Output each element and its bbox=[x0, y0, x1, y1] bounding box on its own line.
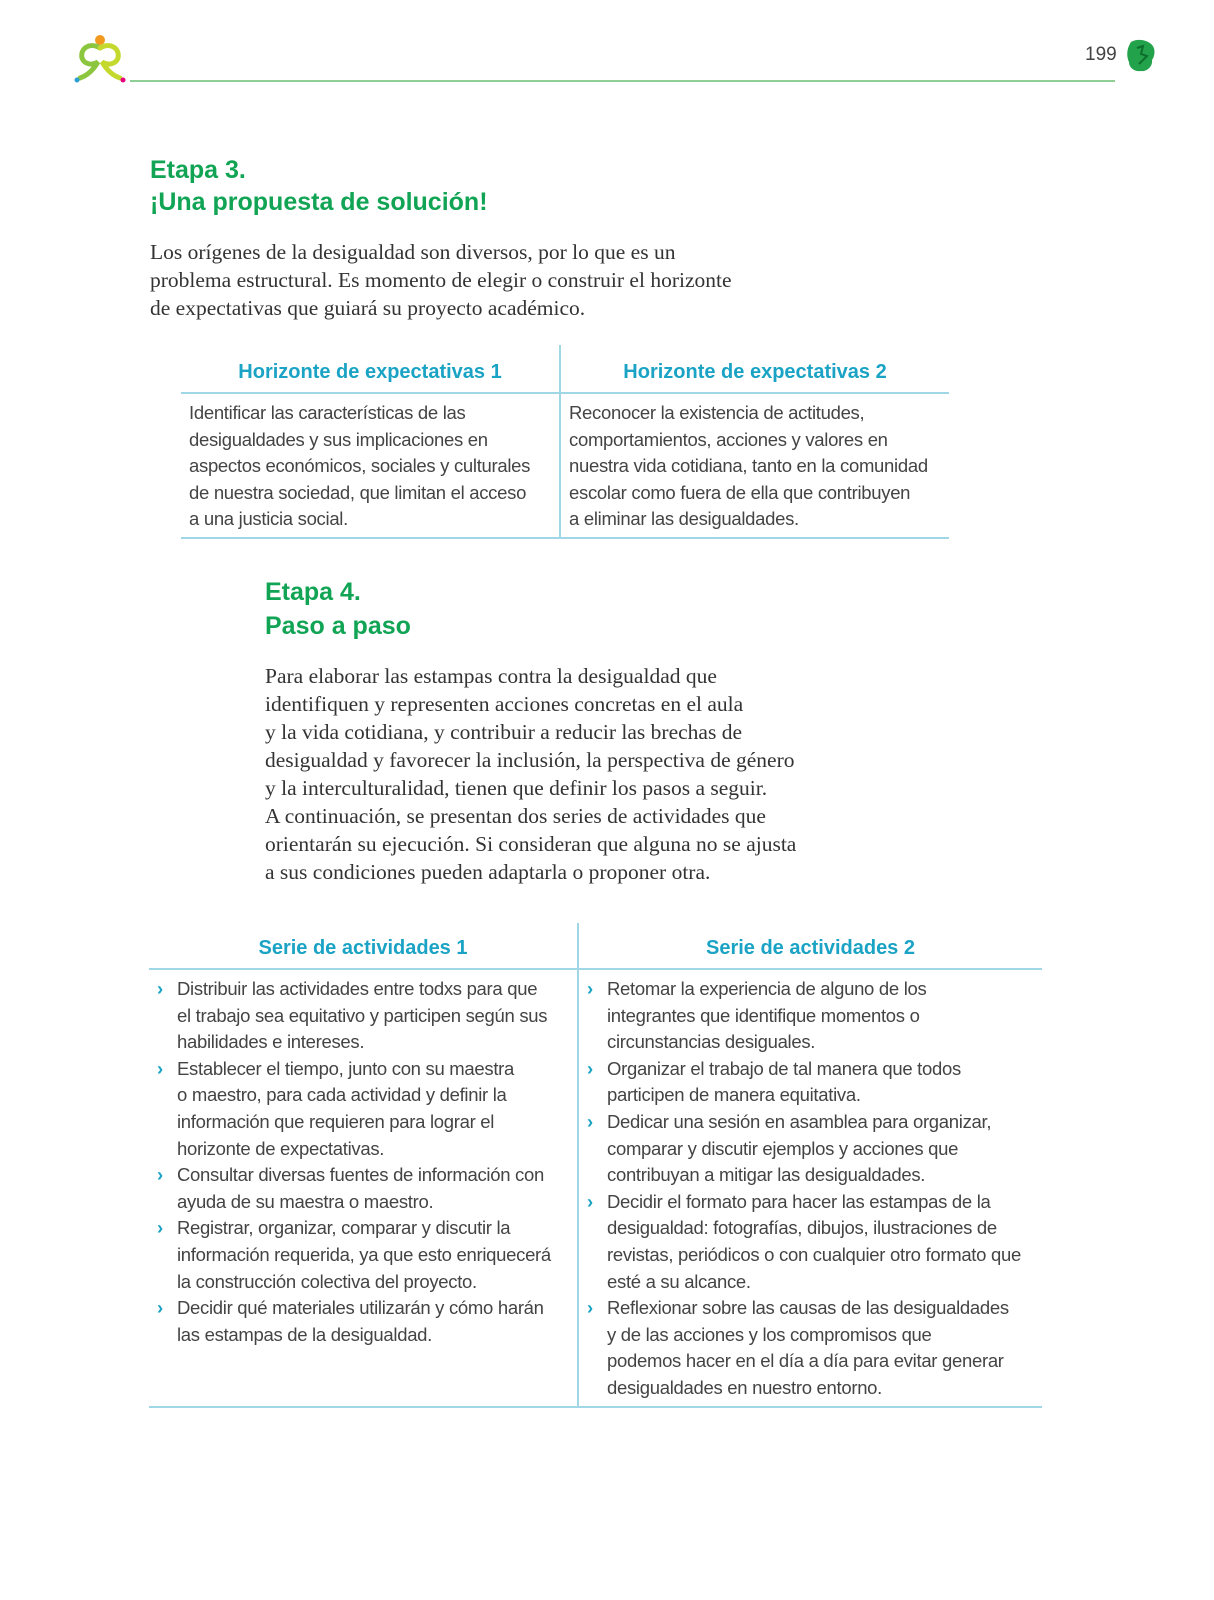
serie-2-header: Serie de actividades 2 bbox=[578, 923, 1042, 969]
list-item: › Decidir el formato para hacer las estampas de la desigualdad: fotografías, dibujos, ilustraciones de revistas, periódicos o con cualquier otro formato que esté a su alcance. bbox=[587, 1190, 1021, 1292]
horizonte-1-cell bbox=[181, 393, 560, 538]
serie-2-cell bbox=[578, 969, 1042, 1407]
bullet-icon: › bbox=[587, 1110, 593, 1132]
etapa4-line: Para elaborar las estampas contra la desigualdad que bbox=[265, 664, 717, 688]
horizonte-2-cell bbox=[560, 393, 949, 538]
list-item: › Establecer el tiempo, junto con su maestra o maestro, para cada actividad y definir la información que requieren para lograr el horizonte de expectativas. bbox=[157, 1057, 515, 1159]
series-table bbox=[149, 923, 1042, 1408]
horizonte-2-line: escolar como fuera de ella que contribuyen bbox=[569, 481, 911, 503]
bullet-icon: › bbox=[157, 1217, 163, 1239]
bullet-icon: › bbox=[587, 1190, 593, 1212]
etapa4-line: identifiquen y representen acciones concretas en el aula bbox=[265, 692, 744, 716]
list-item: › Retomar la experiencia de alguno de los integrantes que identifique momentos o circunstancias desiguales. bbox=[587, 978, 927, 1053]
horizonte-1-header: Horizonte de expectativas 1 bbox=[181, 345, 560, 393]
list-item: › Reflexionar sobre las causas de las desigualdades y de las acciones y los compromisos que podemos hacer en el día a día para evitar generar desigualdades en nuestro entorno. bbox=[587, 1297, 1009, 1398]
etapa4-line: y la vida cotidiana, y contribuir a reducir las brechas de bbox=[265, 720, 742, 744]
bullet-icon: › bbox=[587, 1297, 593, 1319]
bullet-icon: › bbox=[587, 1057, 593, 1079]
bullet-icon: › bbox=[157, 1297, 163, 1319]
etapa4-paragraph bbox=[265, 662, 796, 886]
etapa4-line: desigualdad y favorecer la inclusión, la perspectiva de género bbox=[265, 748, 795, 772]
list-item: › Organizar el trabajo de tal manera que todos participen de manera equitativa. bbox=[587, 1057, 961, 1106]
etapa4-line: a sus condiciones pueden adaptarla o proponer otra. bbox=[265, 860, 711, 884]
etapa4-line: A continuación, se presentan dos series de actividades que bbox=[265, 804, 766, 828]
list-item: › Registrar, organizar, comparar y discutir la información requerida, ya que esto enriquecerá la construcción colectiva del proyecto. bbox=[157, 1217, 551, 1292]
serie-1-list bbox=[153, 976, 569, 1348]
list-item: › Consultar diversas fuentes de información con ayuda de su maestra o maestro. bbox=[157, 1164, 544, 1212]
horizonte-2-line: a eliminar las desigualdades. bbox=[569, 508, 799, 530]
etapa4-line: y la interculturalidad, tienen que definir los pasos a seguir. bbox=[265, 776, 768, 800]
bullet-icon: › bbox=[157, 978, 163, 999]
bullet-icon: › bbox=[157, 1057, 163, 1079]
header-divider bbox=[130, 80, 1115, 82]
list-item: › Distribuir las actividades entre todxs para que el trabajo sea equitativo y participen según sus habilidades e intereses. bbox=[157, 978, 548, 1053]
list-item: › Dedicar una sesión en asamblea para organizar, comparar y discutir ejemplos y acciones que contribuyan a mitigar las desigualdades. bbox=[587, 1110, 992, 1186]
horizonte-2-header: Horizonte de expectativas 2 bbox=[560, 345, 949, 393]
serie-1-cell bbox=[149, 969, 578, 1407]
horizonte-1-line: a una justicia social. bbox=[189, 508, 348, 530]
etapa3-subtitle: ¡Una propuesta de solución! bbox=[150, 188, 488, 216]
horizontes-table bbox=[181, 345, 949, 539]
horizonte-1-line: aspectos económicos, sociales y culturales bbox=[189, 455, 531, 477]
program-logo-icon bbox=[72, 32, 128, 88]
etapa3-line: Los orígenes de la desigualdad son diversos, por lo que es un bbox=[150, 240, 676, 264]
etapa4-line: orientarán su ejecución. Si consideran que alguna no se ajusta bbox=[265, 832, 797, 856]
horizonte-2-line: nuestra vida cotidiana, tanto en la comunidad bbox=[569, 455, 928, 477]
bullet-icon: › bbox=[157, 1164, 163, 1186]
etapa4-subtitle: Paso a paso bbox=[265, 612, 411, 640]
serie-1-header: Serie de actividades 1 bbox=[149, 923, 578, 969]
etapa3-line: de expectativas que guiará su proyecto académico. bbox=[150, 296, 586, 320]
list-item: › Decidir qué materiales utilizarán y cómo harán las estampas de la desigualdad. bbox=[157, 1297, 544, 1345]
etapa3-paragraph bbox=[150, 238, 732, 322]
bullet-icon: › bbox=[587, 978, 593, 999]
page-badge-icon bbox=[1125, 38, 1157, 74]
horizonte-2-line: comportamientos, acciones y valores en bbox=[569, 428, 888, 450]
etapa3-title: Etapa 3. bbox=[150, 156, 246, 184]
etapa3-line: problema estructural. Es momento de elegir o construir el horizonte bbox=[150, 268, 732, 292]
serie-2-list bbox=[583, 976, 1034, 1402]
horizonte-2-line: Reconocer la existencia de actitudes, bbox=[569, 402, 865, 423]
page-number: 199 bbox=[1085, 44, 1117, 65]
horizonte-1-line: Identificar las características de las bbox=[189, 402, 466, 423]
horizonte-1-line: de nuestra sociedad, que limitan el acceso bbox=[189, 481, 527, 503]
horizonte-1-line: desigualdades y sus implicaciones en bbox=[189, 428, 488, 450]
etapa4-title: Etapa 4. bbox=[265, 578, 361, 606]
